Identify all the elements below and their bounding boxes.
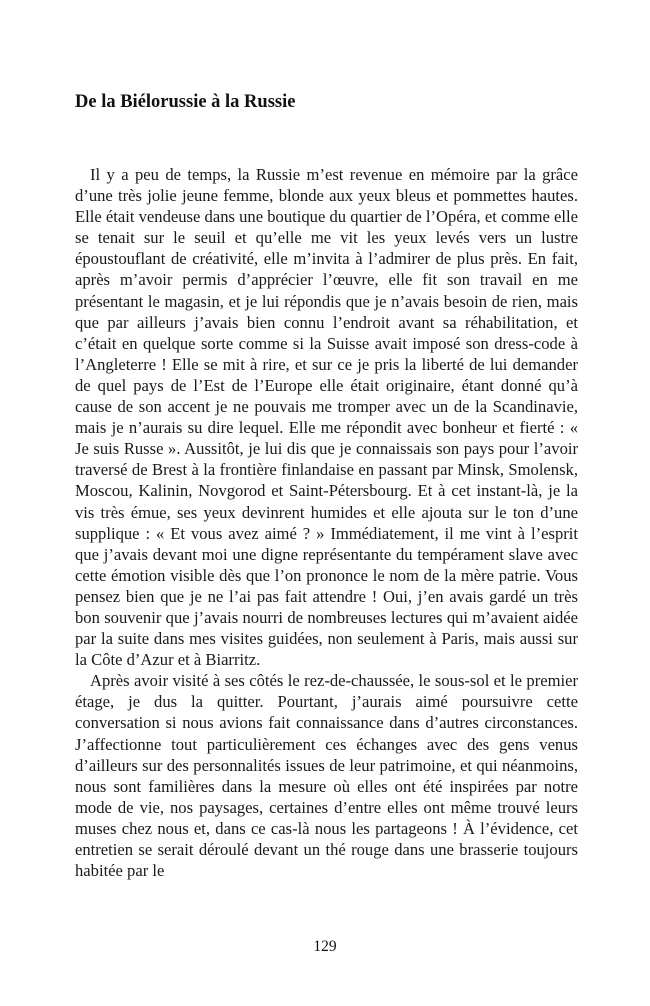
paragraph-2: Après avoir visité à ses côtés le rez-de-chaussée, le sous-sol et le premier étage, je dus la quitter. Pourtant, j’aurais aimé poursuivre cette conversation si nous avions fait connaissance dans d’autres circonstances. J’affectionne tout particulièrement ces échanges avec des gens venus d’ailleurs sur des personnalités issues de leur patrimoine, et qui néanmoins, nous sont familières dans la mesure où elles ont été inspirées par notre mode de vie, nos paysages, certaines d’entre elles ont même trouvé leurs muses chez nous et, dans ce cas-là nous les partageons ! À l’évidence, cet entretien se serait déroulé devant un thé rouge dans une brasserie toujours habitée par le [75, 671, 578, 881]
page-number: 129 [313, 938, 337, 955]
chapter-title: De la Biélorussie à la Russie [75, 92, 296, 112]
body-text [75, 164, 578, 881]
paragraph-1: Il y a peu de temps, la Russie m’est revenue en mémoire par la grâce d’une très jolie jeune femme, blonde aux yeux bleus et pommettes hautes. Elle était vendeuse dans une boutique du quartier de l’Opéra, et comme elle se tenait sur le seuil et qu’elle me vit les yeux levés vers un lustre époustouflant de créativité, elle m’invita à l’admirer de plus près. En fait, après m’avoir permis d’apprécier l’œuvre, elle fit son travail en me présentant le magasin, et je lui répondis que je n’avais besoin de rien, mais que par ailleurs j’avais bien connu l’endroit avant sa réhabilitation, et c’était en quelque sorte comme si la Suisse avait imposé son dress-code à l’Angleterre ! Elle se mit à rire, et sur ce je pris la liberté de lui demander de quel pays de l’Est de l’Europe elle était originaire, étant donné qu’à cause de son accent je ne pouvais me tromper avec un de la Scandinavie, mais je n’aurais su dire lequel. Elle me répondit avec bonheur et fierté : « Je suis Russe ». Aussitôt, je lui dis que je connaissais son pays pour l’avoir traversé de Brest à la frontière finlandaise en passant par Minsk, Smolensk, Moscou, Kalinin, Novgorod et Saint-Pétersbourg. Et à cet instant-là, je la vis très émue, ses yeux devinrent humides et elle ajouta sur le ton d’une supplique : « Et vous avez aimé ? » Immédiatement, il me vint à l’esprit que j’avais devant moi une digne représentante du tempérament slave avec cette émotion visible dès que l’on prononce le nom de la mère patrie. Vous pensez bien que je ne l’ai pas fait attendre ! Oui, j’en avais gardé un très bon souvenir que j’avais nourri de nombreuses lectures qui m’avaient aidée par la suite dans mes visites guidées, non seulement à Paris, mais aussi sur la Côte d’Azur et à Biarritz. [75, 165, 578, 670]
